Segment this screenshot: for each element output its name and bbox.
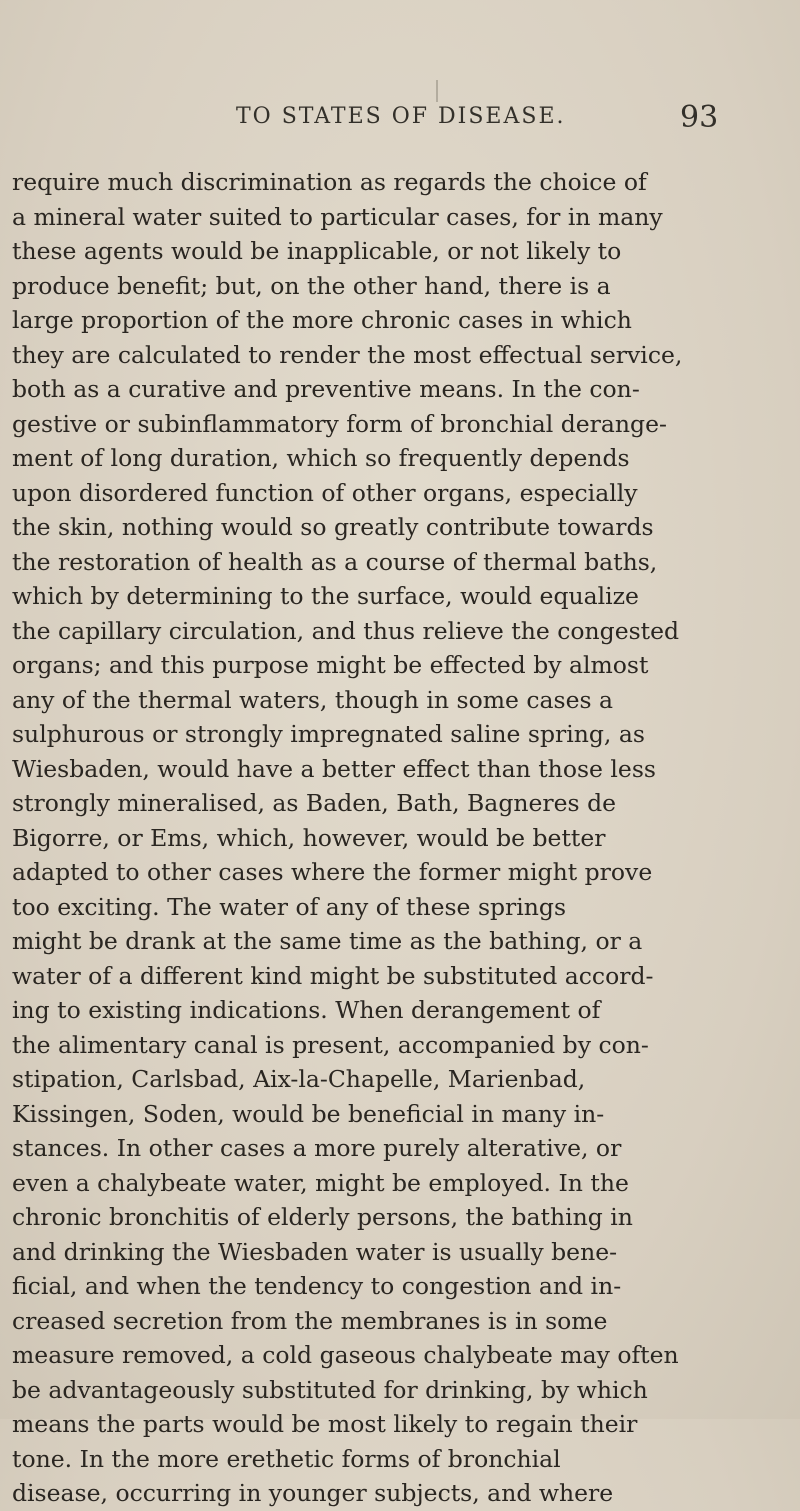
text-line: ing to existing indications. When derangement of bbox=[12, 996, 601, 1024]
text-line: stances. In other cases a more purely alterative, or bbox=[12, 1134, 622, 1162]
text-line: the capillary circulation, and thus relieve the congested bbox=[12, 616, 680, 645]
text-line: might be drank at the same time as the bathing, or a bbox=[12, 927, 643, 955]
running-head: TO STATES OF DISEASE. bbox=[236, 104, 566, 129]
text-line: Wiesbaden, would have a better effect than those less bbox=[12, 754, 656, 783]
text-line: water of a different kind might be substituted accord- bbox=[12, 961, 654, 990]
text-line: the alimentary canal is present, accompanied by con- bbox=[12, 1030, 649, 1059]
text-line: upon disordered function of other organs, especially bbox=[12, 478, 638, 507]
text-line: measure removed, a cold gaseous chalybeate may often bbox=[12, 1341, 679, 1369]
text-line: even a chalybeate water, might be employed. In the bbox=[12, 1168, 629, 1197]
text-line: adapted to other cases where the former might prove bbox=[12, 858, 653, 886]
page-header bbox=[0, 100, 800, 144]
body-text bbox=[12, 165, 800, 1511]
text-line: gestive or subinflammatory form of bronchial derange- bbox=[12, 409, 667, 438]
text-line: large proportion of the more chronic cases in which bbox=[12, 306, 632, 334]
text-line: Bigorre, or Ems, which, however, would be better bbox=[12, 823, 606, 852]
text-line: means the parts would be most likely to regain their bbox=[12, 1410, 638, 1438]
text-line: these agents would be inapplicable, or not likely to bbox=[12, 237, 622, 265]
paper-mark bbox=[436, 80, 438, 102]
text-line: disease, occurring in younger subjects, and where bbox=[12, 1479, 614, 1507]
text-line: a mineral water suited to particular cases, for in many bbox=[12, 202, 663, 231]
text-line: stipation, Carlsbad, Aix-la-Chapelle, Marienbad, bbox=[12, 1065, 586, 1093]
text-line: creased secretion from the membranes is in some bbox=[12, 1306, 608, 1335]
text-line: ficial, and when the tendency to congestion and in- bbox=[12, 1272, 622, 1300]
text-line: and drinking the Wiesbaden water is usually bene- bbox=[12, 1237, 618, 1266]
text-line: any of the thermal waters, though in some cases a bbox=[12, 685, 614, 714]
text-line: both as a curative and preventive means. In the con- bbox=[12, 375, 640, 403]
text-line: too exciting. The water of any of these springs bbox=[12, 892, 567, 921]
text-line: the skin, nothing would so greatly contribute towards bbox=[12, 513, 654, 541]
text-line: organs; and this purpose might be effected by almost bbox=[12, 651, 649, 679]
text-line: produce benefit; but, on the other hand, there is a bbox=[12, 271, 611, 300]
text-line: Kissingen, Soden, would be beneficial in many in- bbox=[12, 1099, 605, 1128]
text-line: the restoration of health as a course of thermal baths, bbox=[12, 547, 658, 576]
text-line: they are calculated to render the most effectual service, bbox=[12, 340, 683, 369]
text-line: be advantageously substituted for drinking, by which bbox=[12, 1375, 648, 1404]
text-line: tone. In the more erethetic forms of bronchial bbox=[12, 1444, 561, 1473]
text-line: which by determining to the surface, would equalize bbox=[12, 582, 639, 610]
text-line: ment of long duration, which so frequently depends bbox=[12, 444, 630, 472]
text-line: require much discrimination as regards the choice of bbox=[12, 168, 647, 196]
text-line: chronic bronchitis of elderly persons, the bathing in bbox=[12, 1203, 633, 1231]
page-number: 93 bbox=[680, 100, 719, 135]
text-line: strongly mineralised, as Baden, Bath, Bagneres de bbox=[12, 789, 617, 817]
text-line: sulphurous or strongly impregnated saline spring, as bbox=[12, 720, 645, 748]
